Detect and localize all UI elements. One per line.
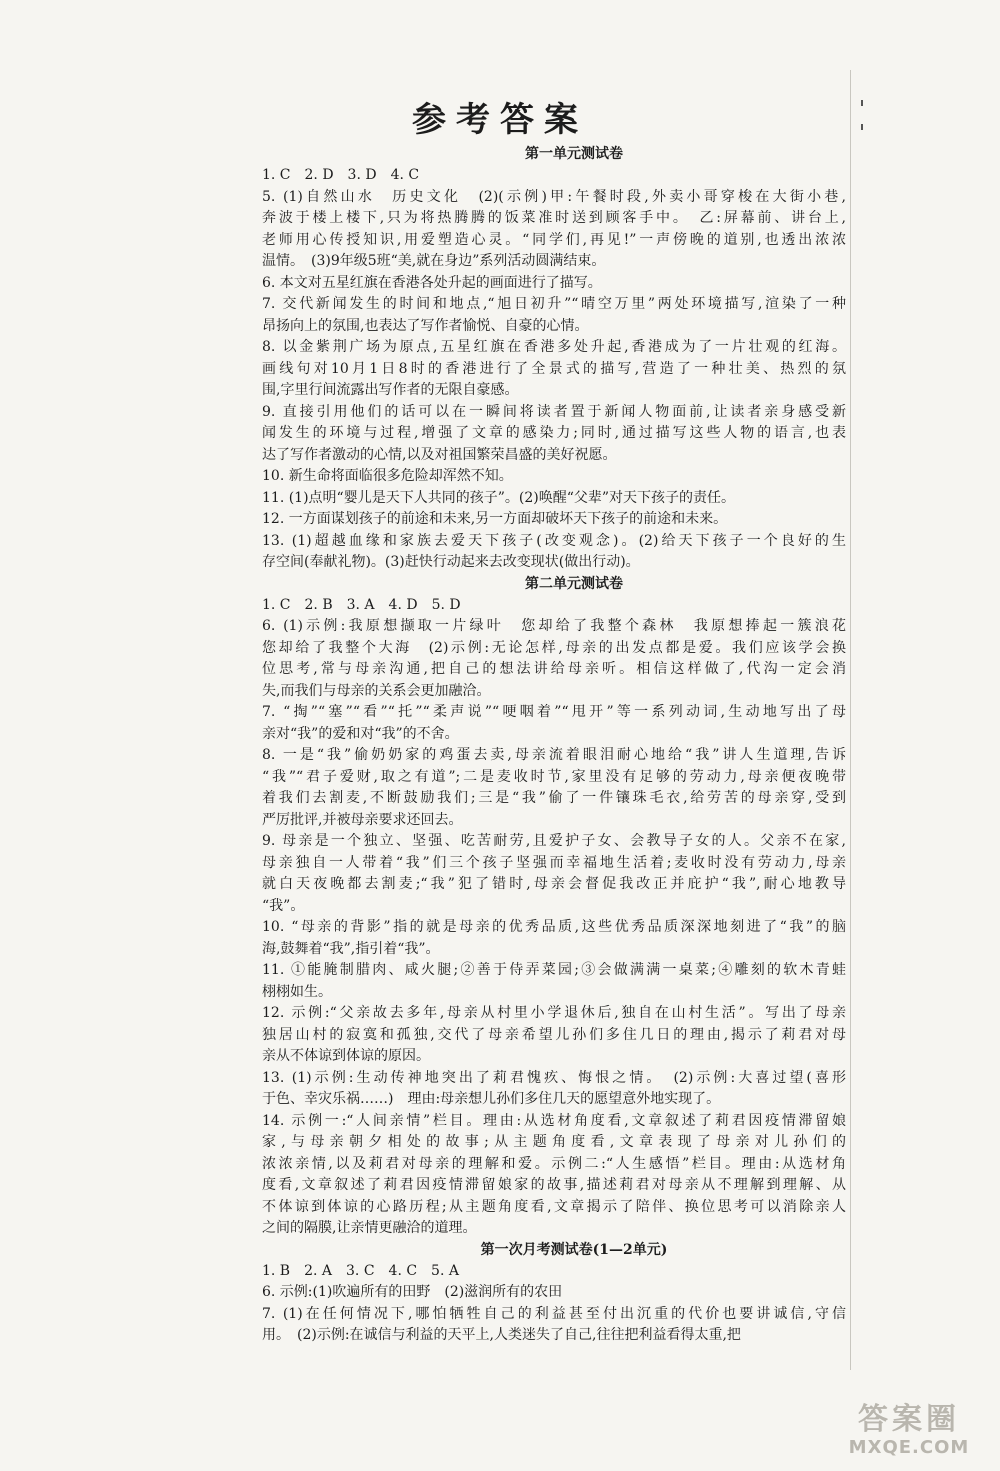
answer-line: 6. (1)示例:我原想撷取一片绿叶 您却给了我整个森林 我原想捧起一簇浪花: [262, 618, 846, 634]
answer-line: 5. (1)自然山水 历史文化 (2)(示例)甲:午餐时段,外卖小哥穿梭在大街小巷,: [262, 188, 846, 205]
answer-line: 达了写作者激动的心情,以及对祖国繁荣昌盛的美好祝愿。: [262, 446, 617, 463]
answer-line: 母亲独自一人带着“我”们三个孩子坚强而幸福地生活着;麦收时没有劳动力,母亲: [262, 854, 846, 871]
answer-line: 1. C 2. D 3. D 4. C: [262, 167, 420, 183]
answer-line: 6. 本文对五星红旗在香港各处升起的画面进行了描写。: [262, 274, 602, 291]
answer-line: 家,与母亲朝夕相处的故事;从主题角度看,文章表现了母亲对儿孙们的: [262, 1134, 846, 1150]
answer-line: 闻发生的环境与过程,增强了文章的感染力;同时,通过描写这些人物的语言,也表: [262, 425, 846, 441]
answer-line: 7. 交代新闻发生的时间和地点,“旭日初升”“晴空万里”两处环境描写,渲染了一种: [262, 296, 846, 312]
answer-line: 奔波于楼上楼下,只为将热腾腾的饭菜准时送到顾客手中。 乙:屏幕前、讲台上,: [262, 210, 846, 226]
watermark-logo-text: 答案圈: [858, 1402, 960, 1437]
answer-line: 12. 一方面谋划孩子的前途和未来,另一方面却破坏天下孩子的前途和未来。: [262, 511, 728, 527]
answer-line: “我”。: [262, 897, 305, 914]
answer-line: 独居山村的寂寞和孤独,交代了母亲希望儿孙们多住几日的理由,揭示了莉君对母: [262, 1026, 846, 1043]
answer-line: 浓浓亲情,以及莉君对母亲的理解和爱。示例二:“人生感悟”栏目。理由:从选材角: [262, 1155, 846, 1172]
answer-line: 亲对“我”的爱和对“我”的不舍。: [262, 725, 459, 742]
answer-line: 就白天夜晚都去割麦;“我”犯了错时,母亲会督促我改正并庇护“我”,耐心地教导: [262, 876, 846, 892]
answer-line: 7. “掏”“塞”“看”“托”“柔声说”“哽咽着”“甩开”等一系列动词,生动地写出了母: [262, 704, 846, 720]
answer-line: 7. (1)在任何情况下,哪怕牺牲自己的利益甚至付出沉重的代价也要讲诚信,守信: [262, 1305, 846, 1322]
answer-line: 9. 直接引用他们的话可以在一瞬间将读者置于新闻人物面前,让读者亲身感受新: [262, 403, 846, 420]
answer-line: 用。 (2)示例:在诚信与利益的天平上,人类迷失了自己,往往把利益看得太重,把: [262, 1327, 741, 1343]
answer-line: 海,鼓舞着“我”,指引着“我”。: [262, 940, 440, 957]
answer-line: 之间的隔膜,让亲情更融洽的道理。: [262, 1220, 477, 1236]
answer-line: 12. 示例:“父亲故去多年,母亲从村里小学退休后,独自在山村生活”。写出了母亲: [262, 1005, 846, 1021]
answer-line: 10. “母亲的背影”指的就是母亲的优秀品质,这些优秀品质深深地刻进了“我”的脑: [262, 919, 846, 935]
answer-line: 11. ①能腌制腊肉、咸火腿;②善于侍弄菜园;③会做满满一桌菜;④雕刻的软木青蛙: [262, 962, 846, 978]
answer-line: 失,而我们与母亲的关系会更加融洽。: [262, 682, 491, 699]
answer-line: 9. 母亲是一个独立、坚强、吃苦耐劳,且爱护子女、会教导子女的人。父亲不在家,: [262, 833, 846, 849]
answer-line: 不体谅到体谅的心路历程;从主题角度看,文章揭示了陪伴、换位思考可以消除亲人: [262, 1198, 846, 1215]
answer-line: 11. (1)点明“婴儿是天下人共同的孩子”。(2)唤醒“父辈”对天下孩子的责任。: [262, 489, 736, 506]
answer-line: 1. B 2. A 3. C 4. C 5. A: [262, 1262, 459, 1279]
answer-line: 围,字里行间流露出写作者的无限自豪感。: [262, 382, 519, 398]
section-heading: 第二单元测试卷: [525, 575, 623, 592]
answer-line: 14. 示例一:“人间亲情”栏目。理由:从选材角度看,文章叙述了莉君因疫情滞留娘: [262, 1112, 846, 1129]
section-heading: 第一次月考测试卷(1—2单元): [480, 1241, 668, 1258]
answer-line: 画线句对10月1日8时的香港进行了全景式的描写,营造了一种壮美、热烈的氛: [262, 360, 846, 377]
site-watermark: [834, 1403, 984, 1463]
answer-line: 存空间(奉献礼物)。(3)赶快行动起来去改变现状(做出行动)。: [262, 554, 640, 570]
answer-line: 严厉批评,并被母亲要求还回去。: [262, 811, 463, 828]
answer-line: 度看,文章叙述了莉君因疫情滞留娘家的故事,描述莉君对母亲从不理解到理解、从: [262, 1177, 846, 1193]
answer-line: 温情。 (3)9年级5班“美,就在身边”系列活动圆满结束。: [262, 253, 606, 269]
answer-content: [262, 144, 846, 1347]
answer-line: 13. (1)超越血缘和家族去爱天下孩子(改变观念)。(2)给天下孩子一个良好的生: [262, 532, 846, 549]
answer-line: 栩栩如生。: [262, 983, 332, 1000]
answer-line: 8. 以金紫荆广场为原点,五星红旗在香港多处升起,香港成为了一片壮观的红海。: [262, 339, 846, 355]
answer-line: 位思考,常与母亲沟通,把自己的想法讲给母亲听。相信这样做了,代沟一定会消: [262, 661, 846, 677]
answer-line: 于色、幸灾乐祸……) 理由:母亲想儿孙们多住几天的愿望意外地实现了。: [262, 1091, 721, 1107]
answer-line: 老师用心传授知识,用爱塑造心灵。“同学们,再见!”一声傍晚的道别,也透出浓浓: [262, 231, 846, 248]
answer-line: “我”“君子爱财,取之有道”;二是麦收时节,家里没有足够的劳动力,母亲便夜晚带: [262, 768, 846, 785]
answer-line: 8. 一是“我”偷奶奶家的鸡蛋去卖,母亲流着眼泪耐心地给“我”讲人生道理,告诉: [262, 747, 846, 763]
answer-line: 昂扬向上的氛围,也表达了写作者愉悦、自豪的心情。: [262, 317, 589, 334]
section-heading: 第一单元测试卷: [525, 146, 623, 162]
answer-line: 13. (1)示例:生动传神地突出了莉君愧疚、悔恨之情。 (2)示例:大喜过望(喜形: [262, 1069, 846, 1086]
answer-line: 着我们去割麦,不断鼓励我们;三是“我”偷了一件镶珠毛衣,给劳苦的母亲穿,受到: [262, 790, 846, 806]
answer-line: 您却给了我整个大海 (2)示例:无论怎样,母亲的出发点都是爱。我们应该学会换: [262, 639, 846, 656]
answer-line: 6. 示例:(1)吹遍所有的田野 (2)滋润所有的农田: [262, 1284, 563, 1300]
page-fold-line: [850, 70, 851, 1370]
watermark-url: MXQE.COM: [848, 1437, 970, 1458]
answer-line: 亲从不体谅到体谅的原因。: [262, 1048, 430, 1064]
answer-line: 1. C 2. B 3. A 4. D 5. D: [262, 596, 461, 613]
answer-line: 10. 新生命将面临很多危险却浑然不知。: [262, 468, 513, 484]
page-title: 参考答案: [412, 100, 588, 140]
